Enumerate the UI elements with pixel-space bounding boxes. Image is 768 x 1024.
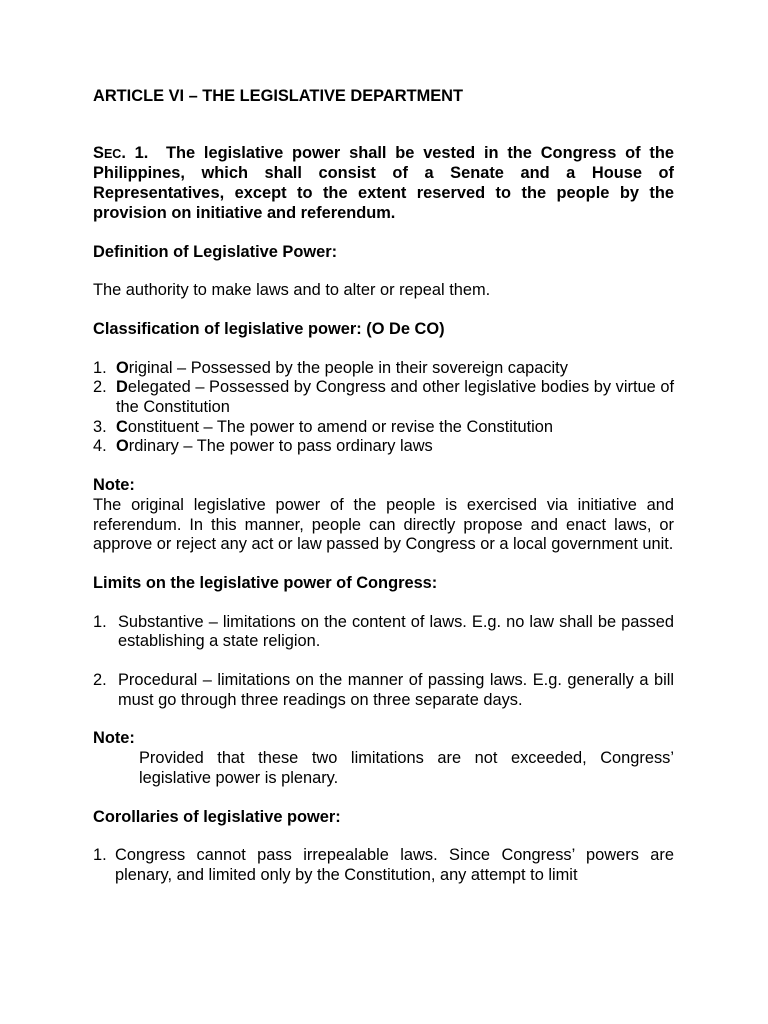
list-item-text: rdinary – The power to pass ordinary laws	[128, 437, 433, 456]
section-prefix	[93, 144, 148, 162]
list-item-text: elegated – Possessed by Congress and other legislative bodies by virtue of the Constitution	[116, 378, 674, 417]
section-prefix-initial: S	[93, 143, 104, 162]
section-1	[93, 144, 674, 224]
list-item	[93, 437, 674, 457]
list-item	[93, 613, 674, 652]
note-text: The original legislative power of the people is exercised via initiative and referendum. In this manner, people can directly propose and enact laws, or approve or reject any act or law passed by Congress or a local government unit.	[93, 495, 674, 554]
note-heading: Note:	[93, 476, 135, 495]
definition-heading: Definition of Legislative Power:	[93, 242, 338, 261]
list-item-text: Procedural – limitations on the manner of passing laws. E.g. generally a bill must go through three readings on three separate days.	[118, 671, 674, 709]
list-item	[93, 359, 674, 379]
section-1-text: The legislative power shall be vested in the Congress of the Philippines, which shall consist of a Senate and a House of Representatives, except to the extent reserved to the people by the provision on initiative and referendum.	[93, 143, 674, 222]
list-item-number: 2.	[93, 378, 107, 397]
article-title: ARTICLE VI – THE LEGISLATIVE DEPARTMENT	[93, 87, 464, 105]
list-item-initial: O	[116, 358, 129, 377]
document-page	[93, 87, 674, 886]
list-item-number: 4.	[93, 437, 107, 456]
note-text: Provided that these two limitations are not exceeded, Congress’ legislative power is plenary.	[139, 749, 674, 787]
list-item-text: Substantive – limitations on the content of laws. E.g. no law shall be passed establishing a state religion.	[118, 612, 674, 651]
list-item	[93, 418, 674, 438]
section-prefix-smallcaps: EC	[103, 146, 122, 161]
corollaries-heading: Corollaries of legislative power:	[93, 807, 341, 826]
list-item	[93, 378, 674, 417]
list-item-number: 1.	[93, 612, 107, 631]
list-item	[93, 846, 674, 885]
limits-heading: Limits on the legislative power of Congress:	[93, 573, 438, 592]
note-heading: Note:	[93, 729, 135, 748]
section-prefix-number: . 1.	[121, 143, 149, 162]
list-item-number: 1.	[93, 846, 107, 865]
list-item-initial: O	[116, 437, 129, 456]
classification-heading: Classification of legislative power: (O De CO)	[93, 319, 445, 338]
list-item-text: Congress cannot pass irrepealable laws. Since Congress’ powers are plenary, and limited only by the Constitution, any attempt to limit	[115, 846, 674, 884]
definition-text: The authority to make laws and to alter or repeal them.	[93, 281, 491, 300]
list-item-initial: C	[116, 417, 128, 436]
list-item-number: 2.	[93, 671, 107, 690]
corollaries-list	[93, 846, 674, 885]
list-item-text: onstituent – The power to amend or revise the Constitution	[127, 417, 554, 436]
classification-list	[93, 359, 674, 458]
list-item-text: riginal – Possessed by the people in their sovereign capacity	[128, 358, 568, 377]
list-item	[93, 671, 674, 710]
list-item-number: 1.	[93, 358, 107, 377]
limits-list	[93, 613, 674, 711]
list-item-initial: D	[116, 378, 128, 397]
list-item-number: 3.	[93, 417, 107, 436]
